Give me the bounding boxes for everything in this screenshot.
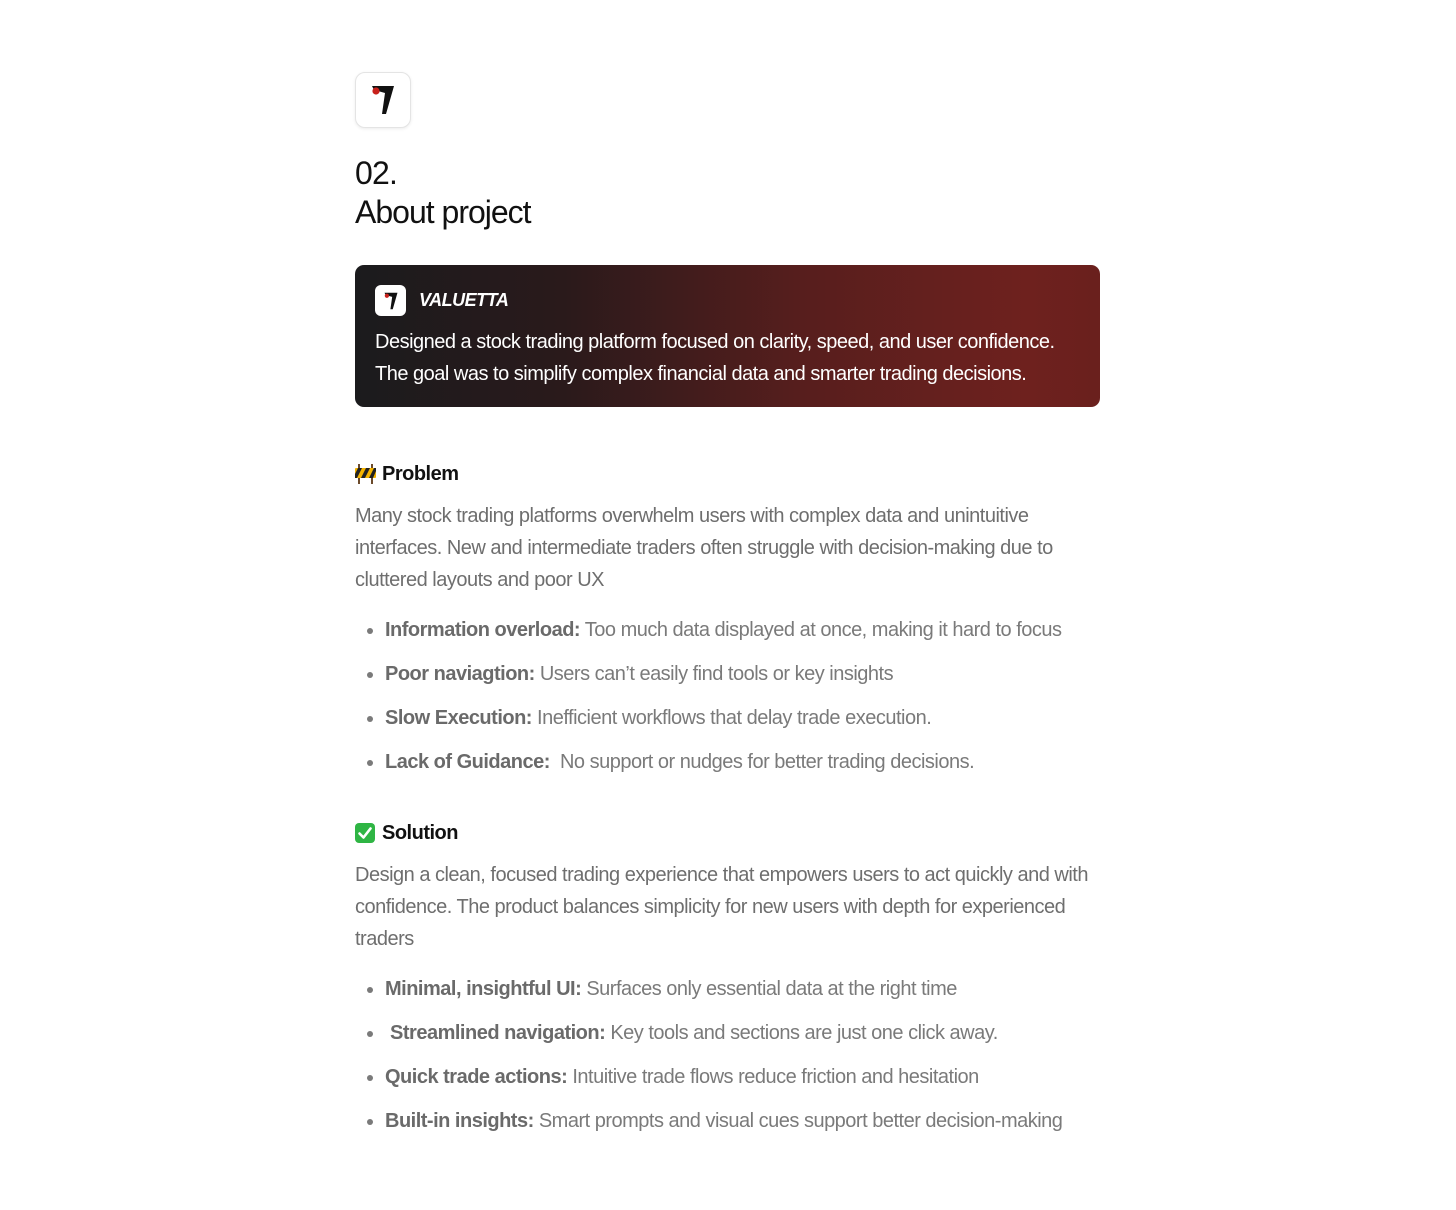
project-summary-card — [355, 265, 1100, 407]
solution-heading — [355, 820, 1100, 846]
list-item — [355, 1019, 1100, 1047]
problem-paragraph: Many stock trading platforms overwhelm users with complex data and unintuitive interfaces. New and intermediate traders often struggle with decision-making due to cluttered layouts and poor UX — [355, 505, 1053, 591]
list-item-label: Streamlined navigation: — [385, 1022, 606, 1044]
solution-title: Solution — [382, 821, 458, 844]
list-item-text: Intuitive trade flows reduce friction and hesitation — [567, 1066, 979, 1088]
valuetta-small-logo-icon — [375, 285, 406, 316]
list-item-text: Surfaces only essential data at the right time — [581, 978, 957, 1000]
list-item-text: Too much data displayed at once, making it hard to focus — [580, 619, 1062, 641]
project-description-line: The goal was to simplify complex financial data and smarter trading decisions. — [375, 363, 1027, 385]
list-item — [355, 975, 1100, 1003]
list-item — [355, 660, 1100, 688]
check-mark-button-icon — [355, 823, 376, 843]
list-item-label: Minimal, insightful UI: — [385, 978, 582, 1000]
list-item — [355, 1107, 1100, 1135]
list-item-text: Key tools and sections are just one click away. — [605, 1022, 998, 1044]
valuetta-logo-icon — [355, 72, 411, 128]
project-description-line: Designed a stock trading platform focused on clarity, speed, and user confidence. — [375, 331, 1055, 353]
page-title: About project — [355, 194, 531, 230]
list-item-label: Slow Execution: — [385, 707, 532, 729]
list-item — [355, 704, 1100, 732]
section-number: 02. — [355, 155, 398, 191]
construction-barrier-icon — [355, 464, 376, 484]
list-item-text: Inefficient workflows that delay trade execution. — [531, 707, 932, 729]
problem-list — [355, 616, 1100, 776]
list-item-label: Poor naviagtion: — [385, 663, 535, 685]
list-item-label: Information overload: — [385, 619, 581, 641]
about-project-section — [355, 72, 1100, 1151]
problem-title: Problem — [382, 462, 459, 485]
list-item-label: Quick trade actions: — [385, 1066, 568, 1088]
list-item-label: Built-in insights: — [385, 1110, 534, 1132]
list-item-text: Users can’t easily find tools or key insights — [534, 663, 894, 685]
hero-brand — [375, 285, 1080, 316]
list-item — [355, 748, 1100, 776]
list-item-label: Lack of Guidance: — [385, 751, 550, 773]
brand-name: VALUETTA — [419, 290, 509, 310]
list-item-text: Smart prompts and visual cues support better decision-making — [533, 1110, 1063, 1132]
solution-paragraph: Design a clean, focused trading experience that empowers users to act quickly and with confidence. The product balances simplicity for new users with depth for experienced traders — [355, 864, 1088, 950]
list-item-text: No support or nudges for better trading decisions. — [549, 751, 975, 773]
problem-heading — [355, 461, 1100, 487]
list-item — [355, 1063, 1100, 1091]
list-item — [355, 616, 1100, 644]
solution-list — [355, 975, 1100, 1135]
project-description — [375, 326, 1080, 390]
